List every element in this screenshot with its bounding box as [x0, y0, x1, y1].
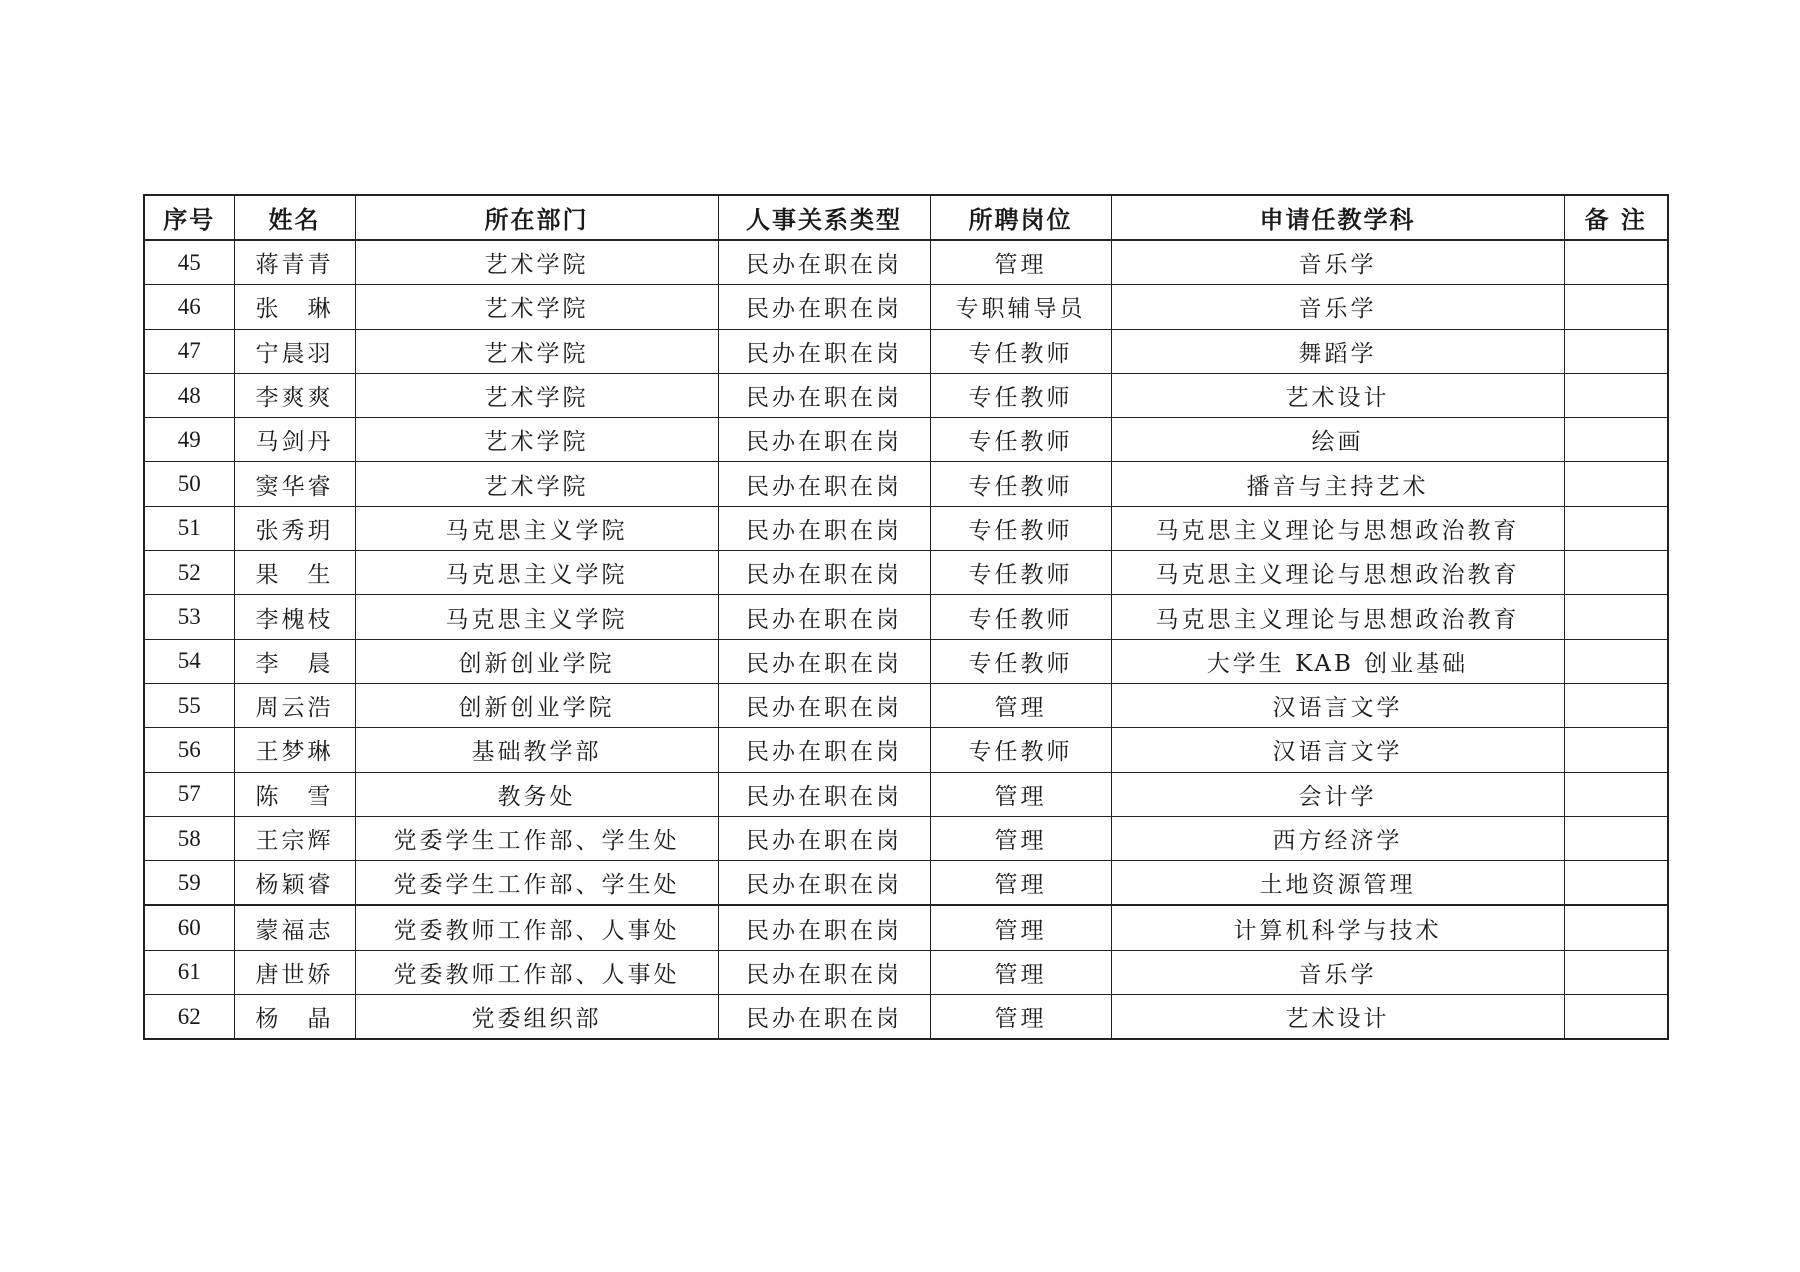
- header-no: 序号: [144, 195, 234, 240]
- cell-subject: 播音与主持艺术: [1111, 462, 1564, 506]
- table-row: [144, 373, 1668, 417]
- cell-dept: 艺术学院: [355, 329, 718, 373]
- cell-name: 窦华睿: [234, 462, 355, 506]
- cell-note: [1564, 373, 1668, 417]
- cell-name: 蒙福志: [234, 905, 355, 950]
- cell-note: [1564, 905, 1668, 950]
- cell-note: [1564, 462, 1668, 506]
- cell-post: 专任教师: [930, 595, 1111, 639]
- cell-subject: 舞蹈学: [1111, 329, 1564, 373]
- cell-name: 马剑丹: [234, 418, 355, 462]
- cell-type: 民办在职在岗: [718, 418, 930, 462]
- cell-subject: 艺术设计: [1111, 373, 1564, 417]
- cell-type: 民办在职在岗: [718, 240, 930, 285]
- cell-no: 46: [144, 285, 234, 329]
- cell-post: 管理: [930, 772, 1111, 816]
- cell-no: 52: [144, 551, 234, 595]
- cell-type: 民办在职在岗: [718, 861, 930, 906]
- cell-type: 民办在职在岗: [718, 728, 930, 772]
- cell-name: 陈 雪: [234, 772, 355, 816]
- cell-post: 专任教师: [930, 551, 1111, 595]
- cell-dept: 党委学生工作部、学生处: [355, 861, 718, 906]
- cell-dept: 艺术学院: [355, 373, 718, 417]
- cell-post: 管理: [930, 861, 1111, 906]
- cell-note: [1564, 995, 1668, 1040]
- cell-name: 果 生: [234, 551, 355, 595]
- cell-post: 专任教师: [930, 373, 1111, 417]
- cell-post: 管理: [930, 950, 1111, 994]
- cell-type: 民办在职在岗: [718, 506, 930, 550]
- cell-post: 专任教师: [930, 462, 1111, 506]
- cell-post: 管理: [930, 240, 1111, 285]
- cell-no: 54: [144, 639, 234, 683]
- cell-subject: 马克思主义理论与思想政治教育: [1111, 595, 1564, 639]
- cell-post: 管理: [930, 995, 1111, 1040]
- cell-no: 53: [144, 595, 234, 639]
- table-row: [144, 639, 1668, 683]
- table-row: [144, 551, 1668, 595]
- cell-subject: 大学生 KAB 创业基础: [1111, 639, 1564, 683]
- table-row: [144, 905, 1668, 950]
- table-row: [144, 861, 1668, 906]
- cell-name: 蒋青青: [234, 240, 355, 285]
- cell-post: 管理: [930, 905, 1111, 950]
- table-row: [144, 950, 1668, 994]
- cell-note: [1564, 551, 1668, 595]
- cell-dept: 基础教学部: [355, 728, 718, 772]
- cell-type: 民办在职在岗: [718, 285, 930, 329]
- cell-name: 宁晨羽: [234, 329, 355, 373]
- cell-post: 专任教师: [930, 639, 1111, 683]
- cell-subject: 西方经济学: [1111, 816, 1564, 860]
- cell-name: 唐世娇: [234, 950, 355, 994]
- cell-name: 张 琳: [234, 285, 355, 329]
- cell-no: 50: [144, 462, 234, 506]
- cell-type: 民办在职在岗: [718, 950, 930, 994]
- cell-no: 58: [144, 816, 234, 860]
- cell-post: 专任教师: [930, 418, 1111, 462]
- cell-name: 王宗辉: [234, 816, 355, 860]
- table-row: [144, 995, 1668, 1040]
- cell-note: [1564, 285, 1668, 329]
- cell-note: [1564, 772, 1668, 816]
- cell-dept: 党委教师工作部、人事处: [355, 905, 718, 950]
- cell-name: 李 晨: [234, 639, 355, 683]
- cell-no: 56: [144, 728, 234, 772]
- table-row: [144, 462, 1668, 506]
- cell-no: 59: [144, 861, 234, 906]
- cell-type: 民办在职在岗: [718, 639, 930, 683]
- cell-post: 管理: [930, 816, 1111, 860]
- table-row: [144, 506, 1668, 550]
- cell-note: [1564, 506, 1668, 550]
- cell-dept: 教务处: [355, 772, 718, 816]
- cell-no: 62: [144, 995, 234, 1040]
- cell-dept: 马克思主义学院: [355, 595, 718, 639]
- cell-subject: 马克思主义理论与思想政治教育: [1111, 551, 1564, 595]
- header-subject: 申请任教学科: [1111, 195, 1564, 240]
- cell-subject: 艺术设计: [1111, 995, 1564, 1040]
- cell-subject: 计算机科学与技术: [1111, 905, 1564, 950]
- cell-note: [1564, 861, 1668, 906]
- cell-note: [1564, 950, 1668, 994]
- cell-subject: 会计学: [1111, 772, 1564, 816]
- header-type: 人事关系类型: [718, 195, 930, 240]
- cell-type: 民办在职在岗: [718, 462, 930, 506]
- header-name: 姓名: [234, 195, 355, 240]
- cell-type: 民办在职在岗: [718, 595, 930, 639]
- header-note: 备 注: [1564, 195, 1668, 240]
- cell-dept: 艺术学院: [355, 462, 718, 506]
- cell-dept: 马克思主义学院: [355, 506, 718, 550]
- cell-post: 专职辅导员: [930, 285, 1111, 329]
- cell-type: 民办在职在岗: [718, 683, 930, 727]
- table-row: [144, 329, 1668, 373]
- cell-subject: 马克思主义理论与思想政治教育: [1111, 506, 1564, 550]
- cell-no: 49: [144, 418, 234, 462]
- table-row: [144, 418, 1668, 462]
- cell-subject: 土地资源管理: [1111, 861, 1564, 906]
- cell-subject: 汉语言文学: [1111, 683, 1564, 727]
- cell-no: 45: [144, 240, 234, 285]
- cell-type: 民办在职在岗: [718, 329, 930, 373]
- cell-dept: 党委学生工作部、学生处: [355, 816, 718, 860]
- cell-dept: 创新创业学院: [355, 639, 718, 683]
- cell-name: 李爽爽: [234, 373, 355, 417]
- cell-note: [1564, 329, 1668, 373]
- cell-no: 60: [144, 905, 234, 950]
- cell-note: [1564, 639, 1668, 683]
- cell-no: 51: [144, 506, 234, 550]
- cell-post: 专任教师: [930, 329, 1111, 373]
- table-row: [144, 240, 1668, 285]
- cell-subject: 汉语言文学: [1111, 728, 1564, 772]
- cell-note: [1564, 595, 1668, 639]
- cell-no: 48: [144, 373, 234, 417]
- cell-type: 民办在职在岗: [718, 995, 930, 1040]
- cell-name: 张秀玥: [234, 506, 355, 550]
- cell-dept: 艺术学院: [355, 285, 718, 329]
- cell-type: 民办在职在岗: [718, 551, 930, 595]
- staff-table: [143, 194, 1669, 1040]
- cell-dept: 党委教师工作部、人事处: [355, 950, 718, 994]
- table-row: [144, 728, 1668, 772]
- cell-dept: 创新创业学院: [355, 683, 718, 727]
- cell-dept: 艺术学院: [355, 240, 718, 285]
- table-row: [144, 816, 1668, 860]
- cell-subject: 绘画: [1111, 418, 1564, 462]
- cell-type: 民办在职在岗: [718, 816, 930, 860]
- cell-note: [1564, 683, 1668, 727]
- cell-no: 55: [144, 683, 234, 727]
- header-post: 所聘岗位: [930, 195, 1111, 240]
- cell-name: 杨 晶: [234, 995, 355, 1040]
- cell-subject: 音乐学: [1111, 285, 1564, 329]
- cell-note: [1564, 816, 1668, 860]
- cell-type: 民办在职在岗: [718, 772, 930, 816]
- cell-post: 管理: [930, 683, 1111, 727]
- table-row: [144, 285, 1668, 329]
- cell-note: [1564, 728, 1668, 772]
- cell-no: 57: [144, 772, 234, 816]
- cell-name: 周云浩: [234, 683, 355, 727]
- header-dept: 所在部门: [355, 195, 718, 240]
- cell-no: 47: [144, 329, 234, 373]
- cell-type: 民办在职在岗: [718, 905, 930, 950]
- table-row: [144, 595, 1668, 639]
- cell-post: 专任教师: [930, 728, 1111, 772]
- cell-name: 李槐枝: [234, 595, 355, 639]
- cell-note: [1564, 240, 1668, 285]
- cell-dept: 马克思主义学院: [355, 551, 718, 595]
- cell-no: 61: [144, 950, 234, 994]
- cell-dept: 党委组织部: [355, 995, 718, 1040]
- cell-post: 专任教师: [930, 506, 1111, 550]
- table-row: [144, 683, 1668, 727]
- cell-subject: 音乐学: [1111, 240, 1564, 285]
- cell-dept: 艺术学院: [355, 418, 718, 462]
- table-row: [144, 772, 1668, 816]
- cell-name: 杨颖睿: [234, 861, 355, 906]
- cell-note: [1564, 418, 1668, 462]
- header-row: [144, 195, 1668, 240]
- cell-type: 民办在职在岗: [718, 373, 930, 417]
- cell-subject: 音乐学: [1111, 950, 1564, 994]
- cell-name: 王梦琳: [234, 728, 355, 772]
